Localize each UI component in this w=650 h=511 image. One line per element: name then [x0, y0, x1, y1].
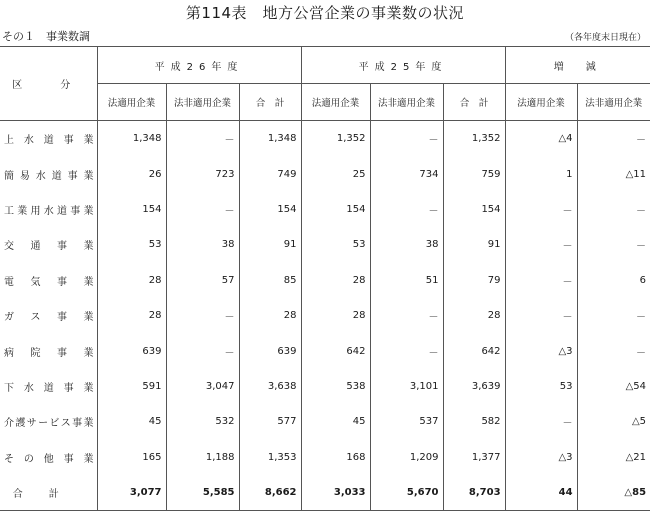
table-cell: 154 — [239, 192, 301, 227]
table-cell: 537 — [370, 404, 443, 439]
table-row — [0, 404, 650, 439]
table-cell: 85 — [239, 263, 301, 298]
table-cell: 45 — [97, 404, 166, 439]
table-cell: － — [370, 333, 443, 368]
table-cell: 1,377 — [443, 440, 505, 475]
table-cell: 44 — [505, 475, 577, 511]
row-label: 電気事業 — [4, 276, 94, 288]
table-cell: － — [166, 298, 239, 333]
table-cell: 38 — [370, 227, 443, 262]
col-header: 法非適用企業 — [577, 84, 650, 121]
group-header-h25: 平成25年度 — [301, 47, 505, 84]
table-cell: 26 — [97, 156, 166, 191]
table-cell: － — [166, 333, 239, 368]
col-header: 法非適用企業 — [166, 84, 239, 121]
group-header-change: 増 減 — [505, 47, 650, 84]
table-cell: 28 — [301, 298, 370, 333]
table-cell: 79 — [443, 263, 505, 298]
row-label: 交通事業 — [4, 241, 94, 253]
table-cell: 154 — [301, 192, 370, 227]
table-cell: △21 — [577, 440, 650, 475]
table-cell: 582 — [443, 404, 505, 439]
table-cell: 8,703 — [443, 475, 505, 511]
table-cell: 3,638 — [239, 369, 301, 404]
row-label: 合計 — [0, 475, 97, 511]
table-cell: 723 — [166, 156, 239, 191]
table-cell: 5,670 — [370, 475, 443, 511]
table-cell: 3,077 — [97, 475, 166, 511]
col-header: 法適用企業 — [301, 84, 370, 121]
table-cell: 154 — [97, 192, 166, 227]
table-cell: 1,353 — [239, 440, 301, 475]
table-row — [0, 121, 650, 157]
table-cell: 1,348 — [239, 121, 301, 157]
table-cell: △4 — [505, 121, 577, 157]
table-cell: △85 — [577, 475, 650, 511]
row-label: 工業用水道事業 — [4, 205, 94, 217]
table-cell: △11 — [577, 156, 650, 191]
group-header-h26: 平成26年度 — [97, 47, 301, 84]
date-note: （各年度末日現在） — [564, 33, 646, 43]
table-cell: 642 — [301, 333, 370, 368]
table-cell: 28 — [97, 298, 166, 333]
table-cell: 53 — [301, 227, 370, 262]
table-cell: △3 — [505, 333, 577, 368]
table-cell: － — [505, 263, 577, 298]
row-label: 上水道事業 — [4, 135, 94, 147]
table-cell: △54 — [577, 369, 650, 404]
table-cell: 734 — [370, 156, 443, 191]
table-cell: － — [505, 192, 577, 227]
table-row — [0, 227, 650, 262]
table-body — [0, 121, 650, 511]
table-cell: 91 — [443, 227, 505, 262]
table-cell: － — [505, 227, 577, 262]
table-cell: 3,047 — [166, 369, 239, 404]
row-label: 病院事業 — [4, 347, 94, 359]
total-row — [0, 475, 650, 511]
table-cell: 577 — [239, 404, 301, 439]
table-cell: 25 — [301, 156, 370, 191]
table-cell: － — [370, 192, 443, 227]
table-cell: 28 — [239, 298, 301, 333]
table-cell: 168 — [301, 440, 370, 475]
kubun-header: 区 分 — [0, 47, 97, 121]
table-cell: 3,033 — [301, 475, 370, 511]
table-cell: 1,352 — [301, 121, 370, 157]
table-row — [0, 156, 650, 191]
table-cell: 1,188 — [166, 440, 239, 475]
table-row — [0, 192, 650, 227]
table-cell: 165 — [97, 440, 166, 475]
table-cell: 28 — [97, 263, 166, 298]
table-cell: － — [577, 298, 650, 333]
table-cell: △3 — [505, 440, 577, 475]
table-cell: 3,101 — [370, 369, 443, 404]
table-cell: 538 — [301, 369, 370, 404]
table-cell: 759 — [443, 156, 505, 191]
table-row — [0, 440, 650, 475]
table-cell: － — [577, 121, 650, 157]
table-cell: △5 — [577, 404, 650, 439]
table-cell: 28 — [301, 263, 370, 298]
row-label: ガス事業 — [4, 312, 94, 324]
table-cell: － — [577, 192, 650, 227]
table-cell: 1,348 — [97, 121, 166, 157]
table-cell: 45 — [301, 404, 370, 439]
table-cell: 91 — [239, 227, 301, 262]
table-cell: 591 — [97, 369, 166, 404]
page-title: 第114表 地方公営企業の事業数の状況 — [185, 4, 465, 22]
table-cell: － — [577, 227, 650, 262]
table-cell: 53 — [505, 369, 577, 404]
table-cell: － — [166, 192, 239, 227]
table-cell: － — [370, 121, 443, 157]
table-cell: － — [505, 404, 577, 439]
table-cell: 1 — [505, 156, 577, 191]
table-cell: 3,639 — [443, 369, 505, 404]
row-label: 簡易水道事業 — [4, 170, 94, 182]
table-cell: 53 — [97, 227, 166, 262]
col-header: 法適用企業 — [505, 84, 577, 121]
table-cell: 5,585 — [166, 475, 239, 511]
table-row — [0, 263, 650, 298]
table-cell: 6 — [577, 263, 650, 298]
col-header: 法適用企業 — [97, 84, 166, 121]
table-cell: － — [577, 333, 650, 368]
business-count-table — [0, 46, 650, 511]
col-header: 合 計 — [239, 84, 301, 121]
table-cell: 639 — [97, 333, 166, 368]
table-cell: 154 — [443, 192, 505, 227]
table-cell: 1,209 — [370, 440, 443, 475]
table-row — [0, 369, 650, 404]
table-cell: 8,662 — [239, 475, 301, 511]
row-label: 下水道事業 — [4, 382, 94, 394]
table-row — [0, 298, 650, 333]
col-header: 合 計 — [443, 84, 505, 121]
table-cell: － — [505, 298, 577, 333]
table-cell: 639 — [239, 333, 301, 368]
table-cell: 51 — [370, 263, 443, 298]
row-label: その他事業 — [4, 453, 94, 465]
table-cell: 642 — [443, 333, 505, 368]
table-cell: 38 — [166, 227, 239, 262]
row-label: 介護サービス事業 — [4, 418, 94, 430]
table-cell: 749 — [239, 156, 301, 191]
table-subtitle: その１ 事業数調 — [2, 30, 90, 43]
table-cell: 28 — [443, 298, 505, 333]
col-header: 法非適用企業 — [370, 84, 443, 121]
table-cell: － — [370, 298, 443, 333]
table-row — [0, 333, 650, 368]
table-cell: 57 — [166, 263, 239, 298]
table-cell: 532 — [166, 404, 239, 439]
table-cell: 1,352 — [443, 121, 505, 157]
table-cell: － — [166, 121, 239, 157]
